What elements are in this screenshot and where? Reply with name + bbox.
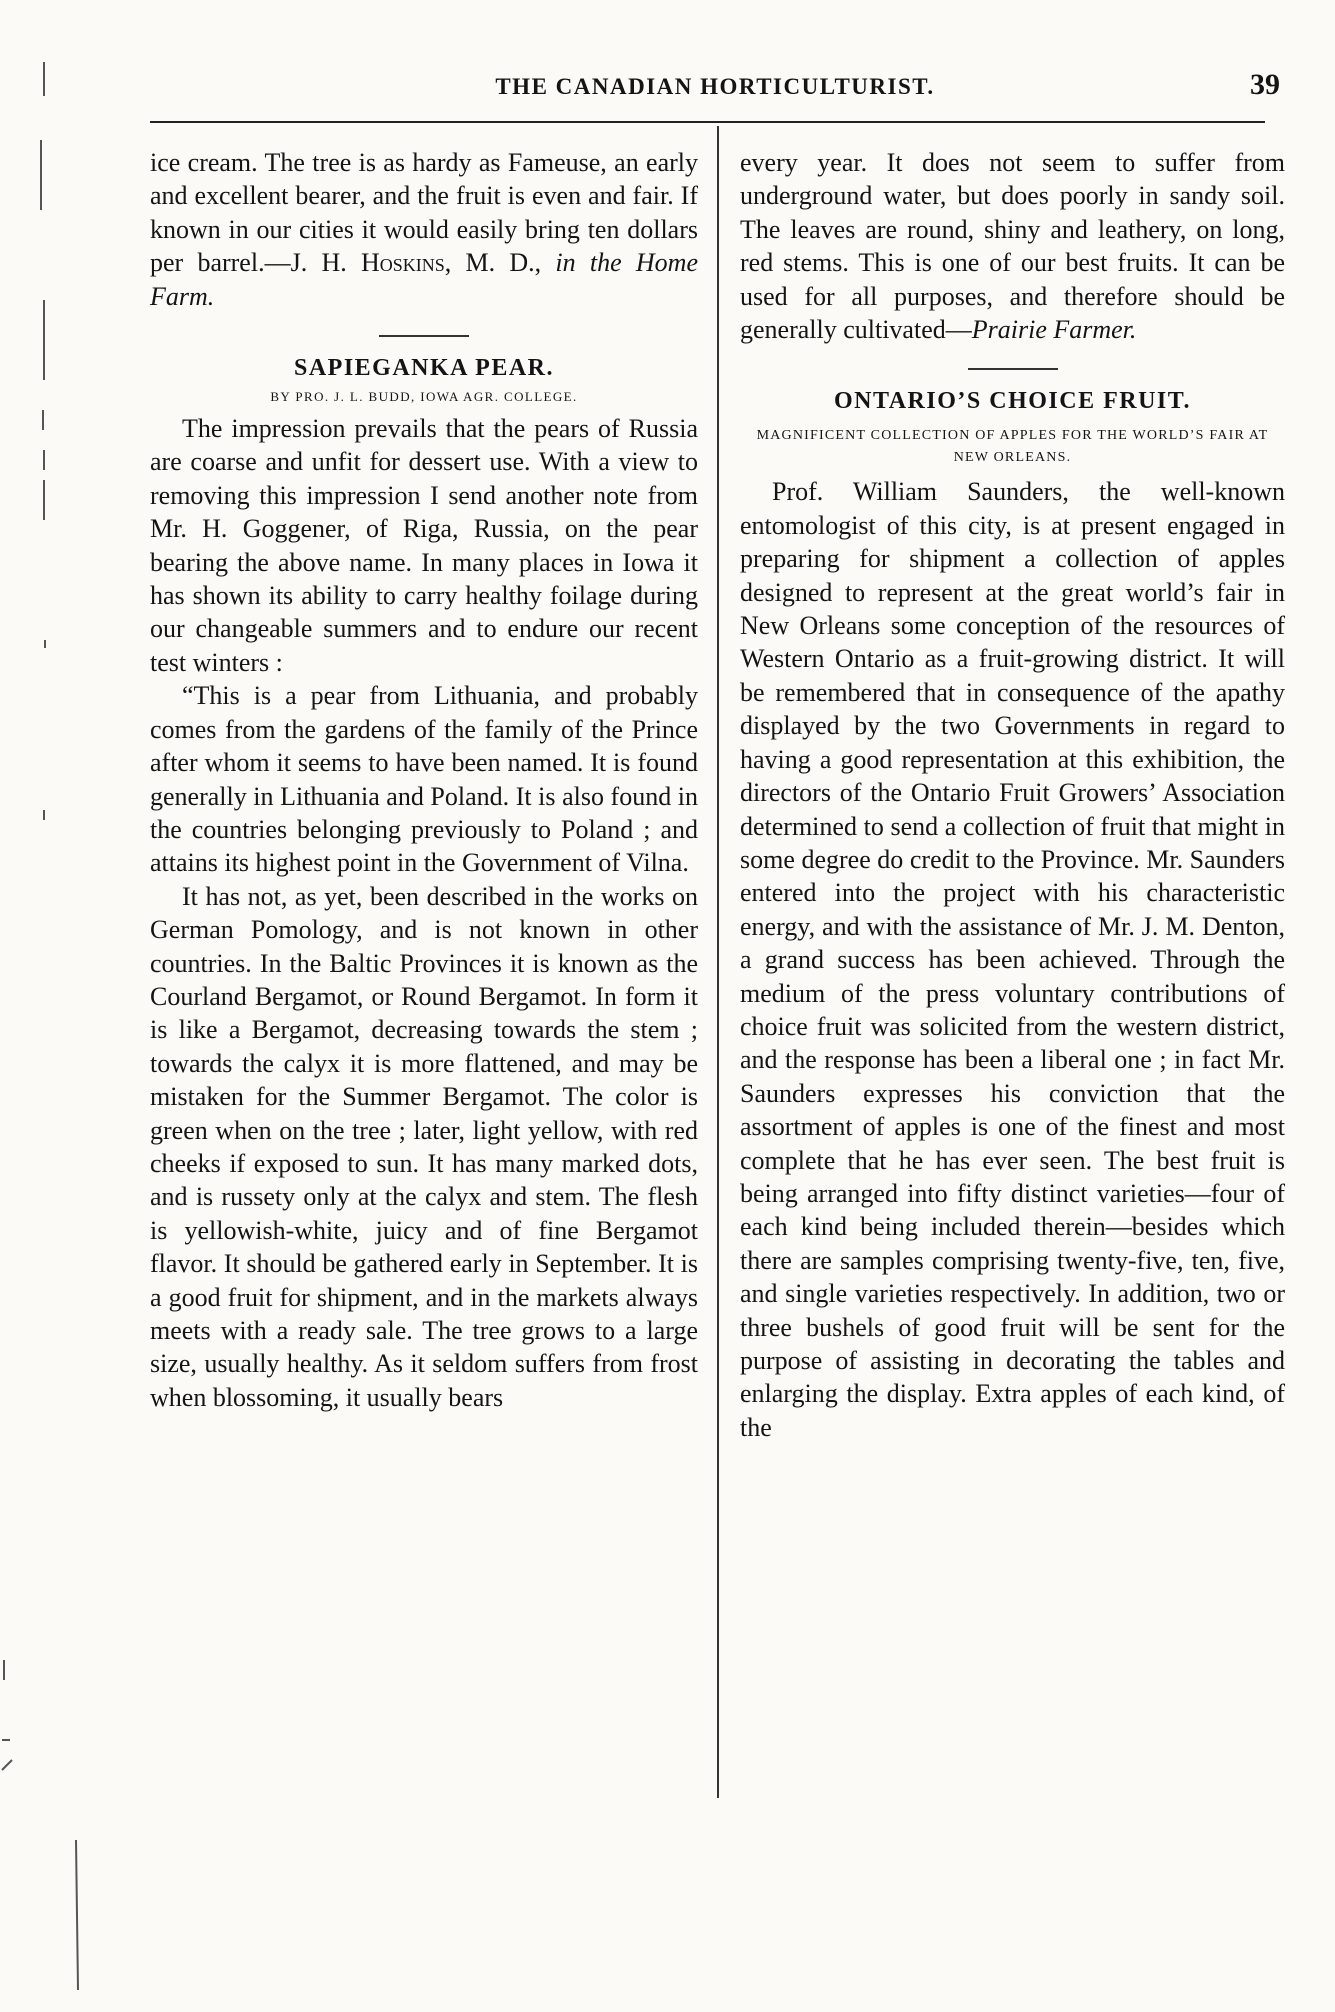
section-rule	[968, 368, 1058, 370]
opening-paragraph	[150, 146, 698, 313]
article-title-sapieganka: SAPIEGANKA PEAR.	[293, 355, 555, 382]
paragraph-saunders: Prof. William Saunders, the well-known entomologist of this city, is at present engaged in preparing for shipment a collection of apples designed to represent at the great world’s fair in New Orleans some conception of the resources of Western Ontario as a fruit-growing district. It will be remembered that in consequence of the apathy displayed by the two Governments in regard to having a good representation at this exhibition, the directors of the Ontario Fruit Growers’ Association determined to send a collection of fruit that might in some degree do credit to the Province. Mr. Saunders entered into the project with his characteristic energy, and with the assistance of Mr. J. M. Denton, a grand success has been achieved. Through the medium of the press voluntary contributions of choice fruit was solicited from the western district, and the response has been a liberal one ; in fact Mr. Saunders expresses his conviction that the assortment of apples is one of the finest and most complete that he has ever seen. The best fruit is being arranged into fifty distinct varieties—four of each kind being included therein—besides which there are samples comprising twenty-five, ten, five, and single varieties respectively. In addition, two or three bushels of good fruit will be sent for the purpose of assisting in decorating the tables and enlarging the display. Extra apples of each kind, of the	[740, 477, 1285, 1442]
running-head	[150, 68, 1280, 112]
margin-scan-marks	[0, 0, 90, 2012]
header-rule	[150, 121, 1265, 123]
running-title: THE CANADIAN HORTICULTURIST.	[495, 74, 935, 99]
opening-author: J. H. Hoskins, M. D.,	[290, 248, 556, 278]
paragraph-impression: The impression prevails that the pears of Russia are coarse and unfit for dessert use. With a view to removing this impression I send another note from Mr. H. Goggener, of Riga, Russia, on the pear bearing the above name. In many places in Iowa it has shown its ability to carry healthy foilage during our changeable summers and to endure our recent test winters :	[150, 414, 698, 677]
paragraph-quote: “This is a pear from Lithuania, and probably comes from the gardens of the family of the Prince after whom it seems to have been named. It is found generally in Lithuania and Poland. It is also found in the countries belonging previously to Poland ; and attains its highest point in the Government of Vilna.	[150, 681, 698, 878]
right-column	[740, 146, 1285, 1444]
column-divider	[717, 126, 719, 1798]
paragraph-description: It has not, as yet, been described in the works on German Pomology, and is not known in other countries. In the Baltic Provinces it is known as the Courland Bergamot, or Round Bergamot. In form it is like a Bergamot, decreasing towards the stem ; towards the calyx it is more flattened, and may be mistaken for the Summer Bergamot. The color is green when on the tree ; later, light yellow, with red cheeks if exposed to sun. It has many marked dots, and is russety only at the calyx and stem. The flesh is yellowish-white, juicy and of fine Bergamot flavor. It should be gathered early in September. It is a good fruit for shipment, and in the markets always meets with a ready sale. The tree grows to a large size, usually healthy. As it seldom suffers from frost when blossoming, it usually bears	[150, 881, 698, 1412]
article-title-ontario: ONTARIO’S CHOICE FRUIT.	[834, 388, 1191, 415]
page-number: 39	[1250, 68, 1280, 101]
continuation-text: every year. It does not seem to suffer from underground water, but does poorly in sandy soil. The leaves are round, shiny and leathery, on long, red stems. This is one of our best fruits. It can be used for all purposes, and therefore should be generally cultivated—	[740, 148, 1285, 345]
continuation-paragraph	[740, 146, 1285, 346]
section-rule	[379, 335, 469, 337]
article-byline: BY PRO. J. L. BUDD, IOWA AGR. COLLEGE.	[270, 389, 578, 405]
article-subtitle: MAGNIFICENT COLLECTION OF APPLES FOR THE WORLD’S FAIR AT NEW ORLEANS.	[756, 428, 1269, 466]
continuation-source: Prairie Farmer.	[971, 315, 1137, 345]
opening-source: in the Home Farm.	[150, 248, 698, 311]
left-column	[150, 146, 698, 1414]
opening-text: ice cream. The tree is as hardy as Fameuse, an early and excellent bearer, and the fruit is even and fair. If known in our cities it would easily bring ten dollars per barrel.—	[150, 148, 698, 278]
